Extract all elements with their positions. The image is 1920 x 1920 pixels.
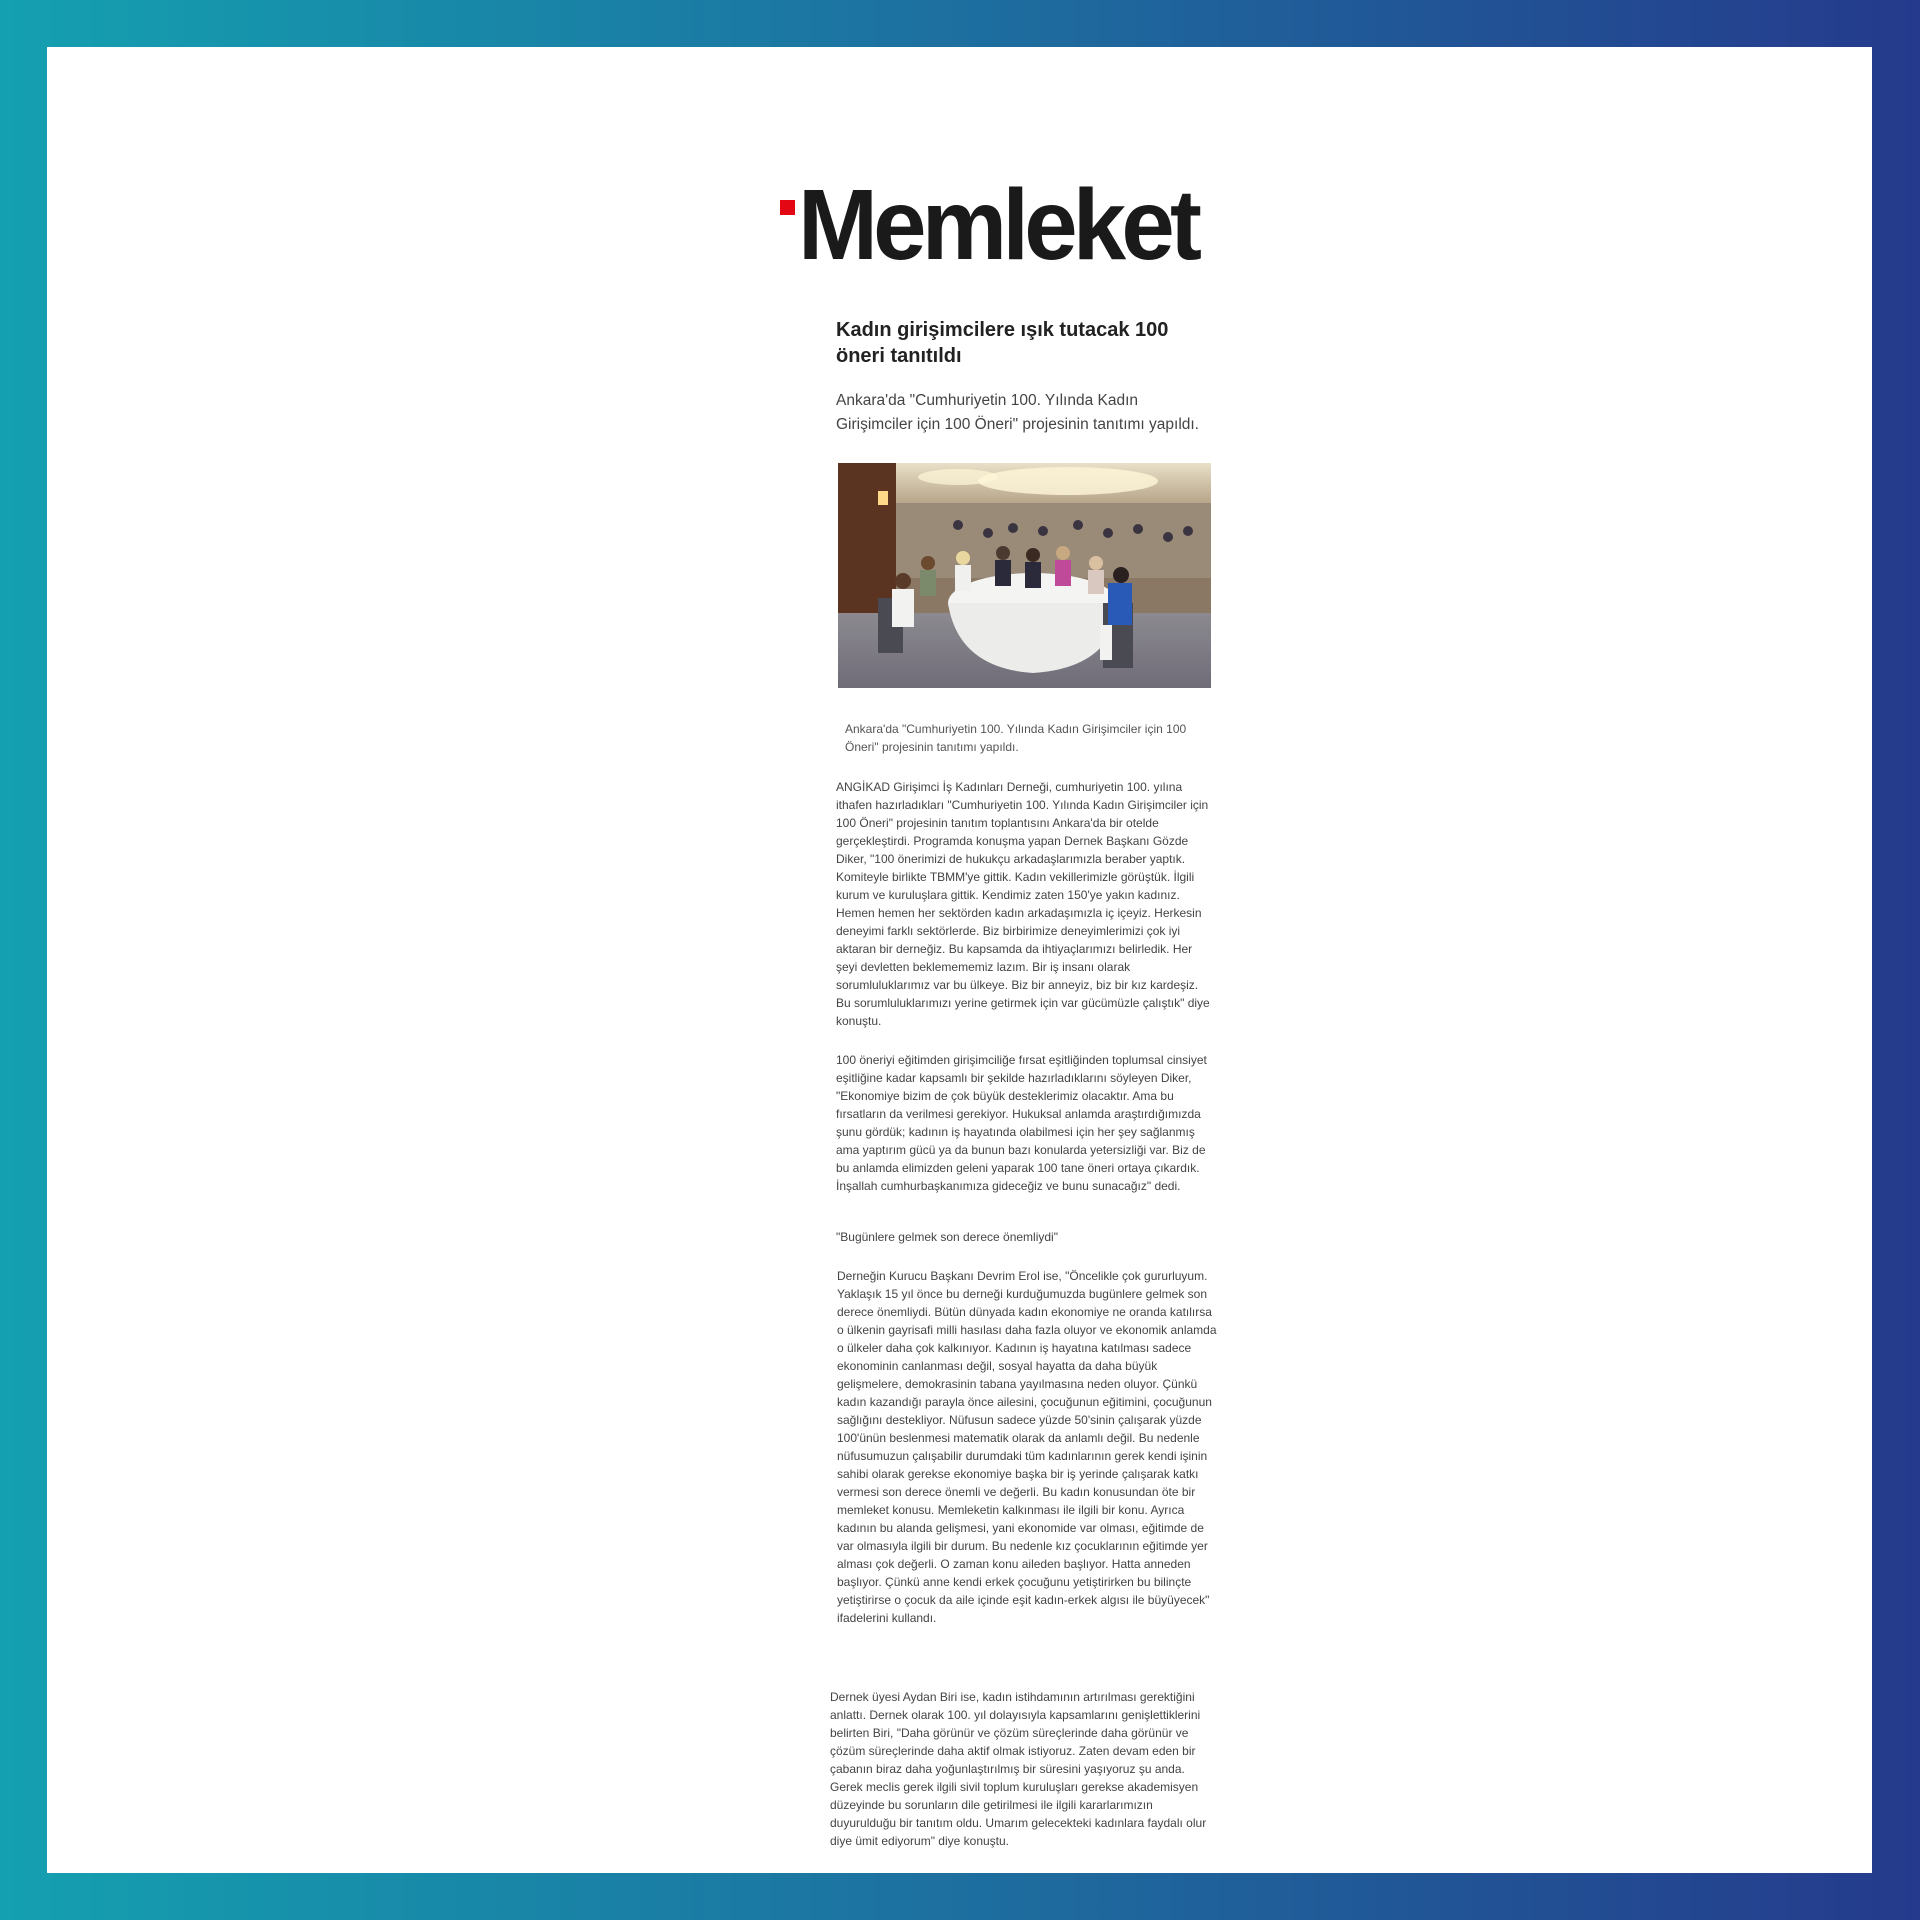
article-paragraph: ANGİKAD Girişimci İş Kadınları Derneği, cumhuriyetin 100. yılına ithafen hazırladıkları "Cumhuriyetin 100. Yılında Kadın Girişimciler için 100 Öneri" projesinin tanıtım toplantısını Ankara'da bir otelde gerçekleştirdi. Programda konuşma yapan Dernek Başkanı Gözde Diker, "100 önerimizi de hukukçu arkadaşlarımızla beraber yaptık. Komiteyle birlikte TBMM'ye gittik. Kadın vekillerimizle görüştük. İlgili kurum ve kuruluşlara gittik. Kendimiz zaten 150'ye yakın kadınız. Hemen hemen her sektörden kadın arkadaşımızla iç içeyiz. Herkesin deneyimi farklı sektörlerde. Biz birbirimize deneyimlerimizi çok iyi aktaran bir derneğiz. Bu kapsamda da ihtiyaçlarımızı belirledik. Her şeyi devletten beklemememiz lazım. Bir iş insanı olarak sorumluluklarımız var bu ülkeye. Biz bir anneyiz, biz bir kız kardeşiz. Bu sorumluluklarımızı yerine getirmek için var gücümüzle çalıştık" diye konuştu.: [836, 780, 1210, 1028]
newspaper-clipping: [47, 47, 1872, 1873]
article-summary: Ankara'da "Cumhuriyetin 100. Yılında Kadın Girişimciler için 100 Öneri" projesinin tanıtımı yapıldı.: [836, 392, 1199, 433]
article-paragraph: Dernek üyesi Aydan Biri ise, kadın istihdamının artırılması gerektiğini anlattı. Dernek olarak 100. yıl dolayısıyla kapsamlarını genişlettiklerini belirten Biri, "Daha görünür ve çözüm süreçlerinde daha görünür ve çözüm süreçlerinde daha aktif olmak istiyoruz. Zaten devam eden bir çabanın biraz daha yoğunlaştırılmış bir süresini yaşıyoruz şu anda. Gerek meclis gerek ilgili sivil toplum kuruluşları gerekse akademisyen düzeyinde bu sorunların dile getirilmesi ile ilgili kararlarımızın duyurulduğu bir tanıtım oldu. Umarım gelecekteki kadınlara faydalı olur diye ümit ediyorum" diye konuştu.: [830, 1690, 1207, 1848]
masthead-logo: [780, 169, 1250, 282]
photo-caption: Ankara'da "Cumhuriyetin 100. Yılında Kadın Girişimciler için 100 Öneri" projesinin tanıtımı yapıldı.: [845, 722, 1187, 754]
article-header: [836, 317, 1216, 437]
article-paragraph: Derneğin Kurucu Başkanı Devrim Erol ise, "Öncelikle çok gururluyum. Yaklaşık 15 yıl önce bu derneği kurduğumuzda bugünlere gelmek son derece önemliydi. Bütün dünyada kadın ekonomiye ne oranda katılırsa o ülkenin gayrisafi milli hasılası daha fazla oluyor ve ekonomik anlamda o ülkeler daha çok kalkınıyor. Kadının iş hayatına katılması sadece ekonominin canlanması değil, sosyal hayatta da daha büyük gelişmelere, demokrasinin tabana yayılmasına neden oluyor. Çünkü kadın kazandığı parayla önce ailesini, çocuğunun eğitimini, çocuğunun sağlığını destekliyor. Nüfusun sadece yüzde 50'sinin çalışarak yüzde 100'ünün beslenmesi matematik olarak da anlamlı değil. Bu nedenle nüfusumuzun çalışabilir durumdaki tüm kadınlarının gerek kendi işinin sahibi olarak gerekse ekonomiye başka bir iş yerinde çalışarak katkı vermesi son derece önemli ve değerli. Bu kadın konusundan öte bir memleket konusu. Memleketin kalkınması ile ilgili bir konu. Ayrıca kadının bu alanda gelişmesi, yani ekonomide var olması, eğitimde de var olmasıyla ilgili bir durum. Bu nedenle kız çocuklarının eğitimde yer alması çok değerli. O zaman konu aileden başlıyor. Hatta anneden başlıyor. Çünkü anne kendi erkek çocuğunu yetiştirirken bu bilinçte yetiştirirse o çocuk da aile içinde eşit kadın-erkek algısı ile büyüyecek" ifadelerini kullandı.: [837, 1269, 1217, 1625]
event-photo: [838, 463, 1211, 688]
article-subheading: "Bugünlere gelmek son derece önemliydi": [836, 1230, 1058, 1244]
logo-accent-square: [780, 200, 795, 215]
logo-wordmark: Memleket: [798, 169, 1198, 281]
article-paragraph: 100 öneriyi eğitimden girişimciliğe fırsat eşitliğinden toplumsal cinsiyet eşitliğine kadar kapsamlı bir şekilde hazırladıklarını söyleyen Diker, "Ekonomiye bizim de çok büyük desteklerimiz olacaktır. Ama bu fırsatların da verilmesi gerekiyor. Hukuksal anlamda araştırdığımızda şunu gördük; kadının iş hayatında olabilmesi için her şey sağlanmış ama yaptırım gücü ya da bunun bazı konularda yetersizliği var. Biz de bu anlamda elimizden geleni yaparak 100 tane öneri ortaya çıkardık. İnşallah cumhurbaşkanımıza gideceğiz ve bunu sunacağız" dedi.: [836, 1053, 1207, 1193]
headline: Kadın girişimcilere ışık tutacak 100 öneri tanıtıldı: [836, 319, 1169, 367]
